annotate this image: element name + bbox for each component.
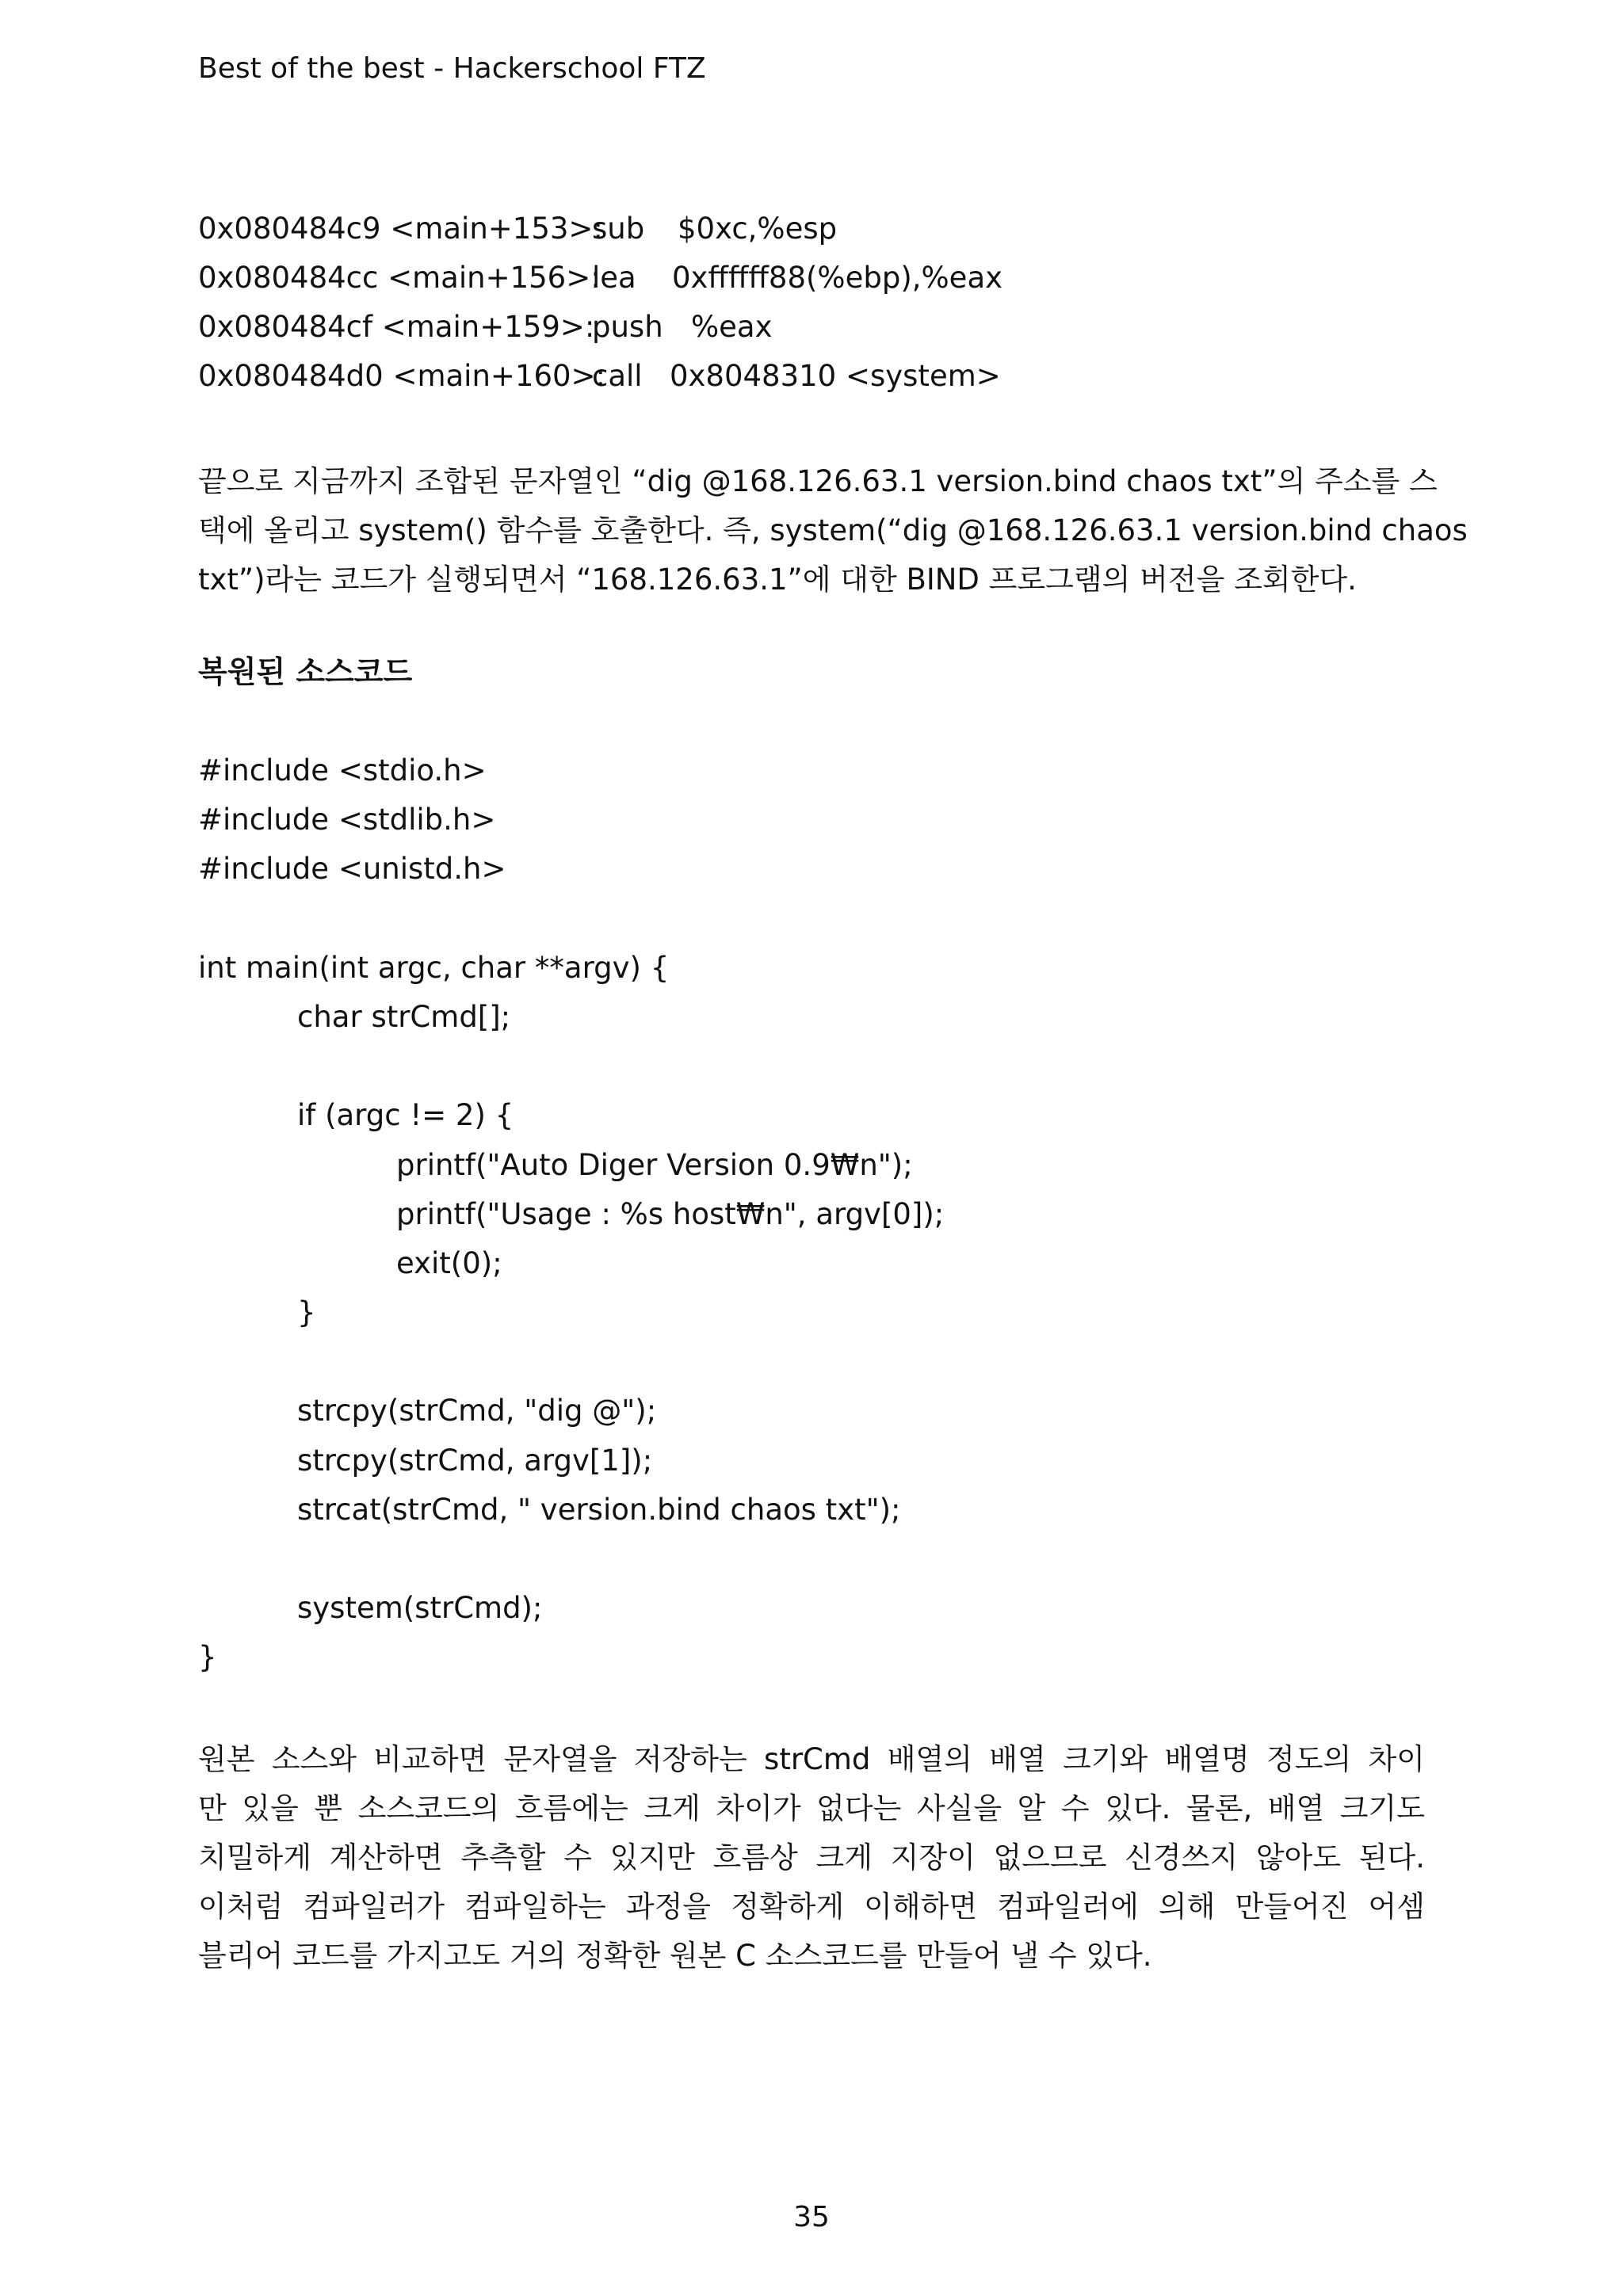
code-line: strcpy(strCmd, argv[1]); [297, 1443, 653, 1478]
page-number: 35 [793, 2201, 830, 2233]
asm-operands: $0xc,%esp [678, 212, 838, 246]
code-line: printf("Auto Diger Version 0.9₩n"); [396, 1147, 913, 1182]
asm-address: 0x080484cc <main+156>: [198, 261, 601, 295]
code-line [198, 1042, 1425, 1091]
asm-opcode: sub [592, 212, 645, 246]
asm-opcode: lea [592, 261, 636, 295]
paragraph-line: 블리어 코드를 가지고도 거의 정확한 원본 C 소스코드를 만들어 낼 수 있다. [198, 1939, 1152, 1973]
code-line: exit(0); [396, 1245, 502, 1280]
code-line: strcat(strCmd, " version.bind chaos txt"); [297, 1492, 901, 1527]
asm-address: 0x080484cf <main+159>: [198, 310, 595, 344]
page-header: Best of the best - Hackerschool FTZ [198, 52, 706, 85]
asm-address: 0x080484d0 <main+160>: [198, 359, 606, 393]
code-line: int main(int argc, char **argv) { [198, 950, 670, 985]
asm-operands: 0x8048310 <system> [670, 359, 1001, 393]
asm-opcode: push [592, 310, 663, 344]
code-line: strcpy(strCmd, "dig @"); [297, 1394, 657, 1428]
assembly-line [198, 204, 838, 254]
paragraph-line: 만 있을 뿐 소스코드의 흐름에는 크게 차이가 없다는 사실을 알 수 있다. 물론, 배열 크기도 [198, 1791, 1425, 1825]
paragraph-line: 원본 소스와 비교하면 문자열을 저장하는 strCmd 배열의 배열 크기와 배열명 정도의 차이 [198, 1742, 1425, 1776]
paragraph-line: 끝으로 지금까지 조합된 문자열인 “dig @168.126.63.1 version.bind chaos txt”의 주소를 스 [198, 464, 1438, 498]
code-line: printf("Usage : %s host₩n", argv[0]); [396, 1196, 945, 1231]
code-line [198, 1535, 1425, 1584]
assembly-line [198, 352, 1001, 401]
code-line: if (argc != 2) { [297, 1098, 514, 1133]
assembly-line [198, 303, 773, 352]
paragraph-line: 이처럼 컴파일러가 컴파일하는 과정을 정확하게 이해하면 컴파일러에 의해 만들어진 어셈 [198, 1890, 1425, 1924]
assembly-listing [198, 204, 1003, 401]
code-line: } [297, 1295, 316, 1330]
conclusion-paragraph [198, 1735, 1425, 1981]
assembly-line [198, 254, 1003, 303]
paragraph-line: 치밀하게 계산하면 추측할 수 있지만 흐름상 크게 지장이 없으므로 신경쓰지 않아도 된다. [198, 1840, 1425, 1875]
asm-operands: 0xffffff88(%ebp),%eax [672, 261, 1003, 295]
code-line: #include <stdlib.h> [198, 803, 496, 837]
explanation-paragraph [198, 457, 1468, 605]
code-line: } [198, 1640, 217, 1675]
code-line [198, 894, 1425, 944]
asm-opcode: call [592, 359, 643, 393]
source-code-block [198, 746, 1425, 1683]
asm-address: 0x080484c9 <main+153>: [198, 212, 603, 246]
code-line: system(strCmd); [297, 1591, 543, 1626]
code-line [198, 1337, 1425, 1386]
paragraph-line: txt”)라는 코드가 실행되면서 “168.126.63.1”에 대한 BIND 프로그램의 버전을 조회한다. [198, 563, 1357, 597]
code-line: #include <unistd.h> [198, 852, 506, 887]
asm-operands: %eax [691, 310, 773, 344]
section-heading: 복원된 소스코드 [198, 654, 413, 689]
paragraph-line: 택에 올리고 system() 함수를 호출한다. 즉, system(“dig @168.126.63.1 version.bind chaos [198, 513, 1468, 547]
code-line: char strCmd[]; [297, 999, 511, 1034]
code-line: #include <stdio.h> [198, 753, 487, 788]
